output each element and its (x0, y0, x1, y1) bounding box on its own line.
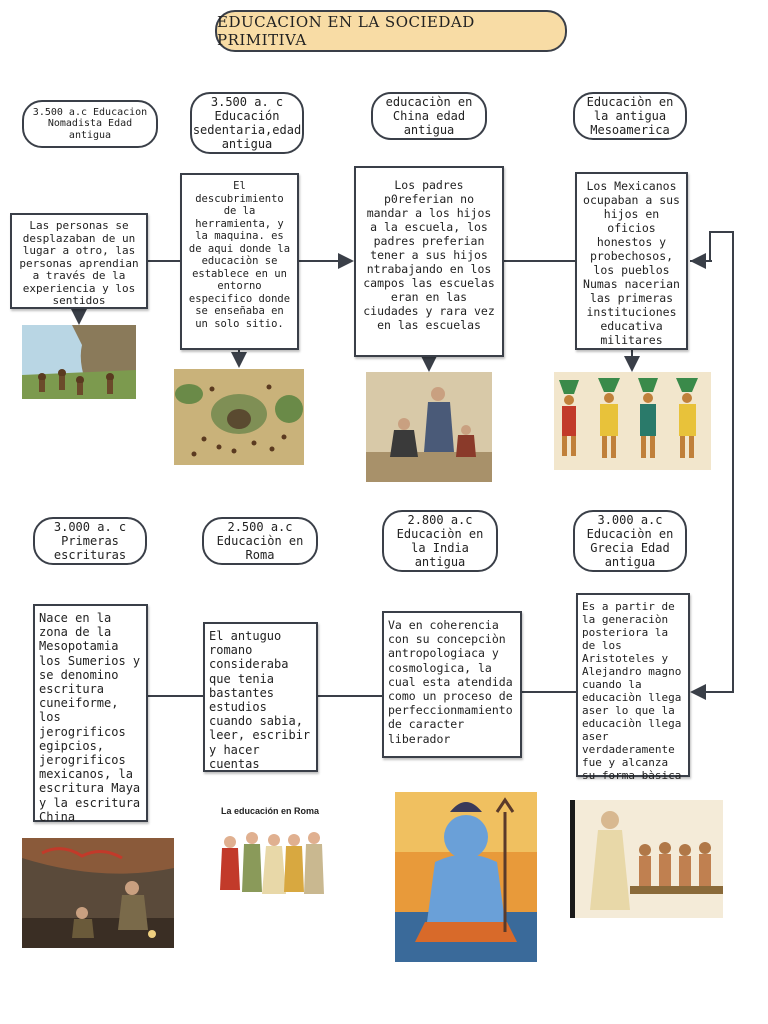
page-title: EDUCACION EN LA SOCIEDAD PRIMITIVA (215, 10, 567, 52)
sedentary-village-image (174, 369, 304, 465)
china-family-image (366, 372, 492, 482)
nomadic-people-image (22, 325, 136, 399)
header-mesoamerica: Educaciòn en la antigua Mesoamerica (573, 92, 687, 140)
header-sedentary: 3.500 a. c Educación sedentaria,edad antigua (190, 92, 304, 154)
body-nomadic: Las personas se desplazaban de un lugar a otro, las personas aprendian a través de la experiencia y los sentidos (10, 213, 148, 309)
header-china: educaciòn en China edad antigua (371, 92, 487, 140)
body-india: Va en coherencia con su concepciòn antropologiaca y cosmologica, la cual esta atendida como un proceso de perfeccionmamiento de caracter liberador (382, 611, 522, 758)
body-greece: Es a partir de la generaciòn posteriora la de los Aristoteles y Alejandro magno cuando la educaciòn llega aser lo que la educaciòn llega aser verdaderamente fue y alcanza su forma bàsica (576, 593, 690, 777)
body-sedentary: El descubrimiento de la herramienta, y la maquina. es de aqui donde la educaciòn se establece en un entorno especifico donde se enseñaba en un solo sitio. (180, 173, 299, 350)
aztec-warriors-image (554, 372, 711, 470)
body-china: Los padres p0referian no mandar a los hijos a la escuela, los padres preferian tener a sus hijos ntrabajando en los campos las escuelas eran en las ciudades y rara vez en las escuelas (354, 166, 504, 357)
body-mesoamerica: Los Mexicanos ocupaban a sus hijos en oficios honestos y probechosos, los pueblos Numas nacerian las primeras instituciones educativa militares (575, 172, 688, 350)
header-india: 2.800 a.c Educaciòn en la India antigua (382, 510, 498, 572)
rome-image-caption: La educación en Roma (220, 806, 320, 816)
body-rome: El antuguo romano consideraba que tenia bastantes estudios cuando sabia, leer, escribir y hacer cuentas (203, 622, 318, 772)
cave-people-image (22, 838, 174, 948)
body-writing: Nace en la zona de la Mesopotamia los Sumerios y se denomino escritura cuneiforme, los jerogrificos egipcios, jerogrificos mexicanos, la escritura Maya y la escritura China (33, 604, 148, 822)
header-writing: 3.000 a. c Primeras escrituras (33, 517, 147, 565)
rome-education-image (212, 820, 328, 902)
header-nomadic: 3.500 a.c Educacion Nomadista Edad antigua (22, 100, 158, 148)
header-rome: 2.500 a.c Educaciòn en Roma (202, 517, 318, 565)
header-greece: 3.000 a.c Educaciòn en Grecia Edad antigua (573, 510, 687, 572)
shiva-image (395, 792, 537, 962)
greek-teacher-image (570, 800, 723, 918)
